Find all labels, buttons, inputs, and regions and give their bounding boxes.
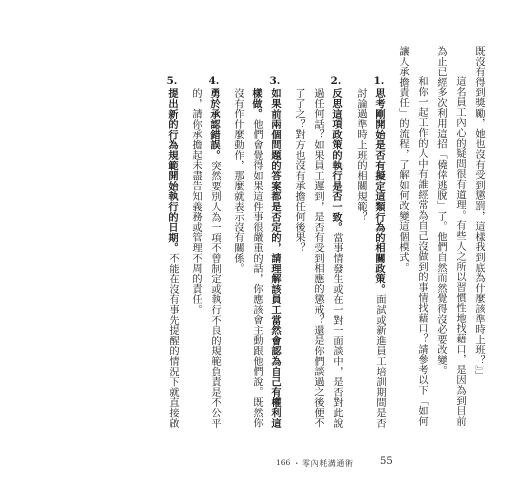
- text-column: [471, 46, 485, 381]
- step-number: 5.: [166, 76, 178, 87]
- paragraph-line: 讓人承擔責任」的流程，了解如何改變這個模式。: [397, 46, 408, 273]
- page-footer: [0, 456, 520, 470]
- step-1-column: [353, 46, 367, 222]
- step-body: 突然要別人為一項不曾制定或執行不良的規範負責是不公平: [209, 160, 220, 429]
- step-heading: 提出新的行為規範開始執行的日期。: [166, 88, 178, 254]
- step-3-column: [268, 46, 282, 428]
- step-body: 了了之？對方也沒有承擔任何後果？: [293, 88, 304, 253]
- step-body: 的，請你承擔起未盡告知義務或管理不周的責任。: [190, 88, 201, 315]
- step-number: 3.: [269, 76, 281, 87]
- paragraph-line: 既沒有得到獎勵，她也沒有受到懲罰，這樣我到底為什麼該準時上班？』」: [473, 46, 484, 381]
- running-title: 零內耗溝通術: [302, 459, 354, 468]
- step-1-column: [372, 46, 386, 428]
- footer-number-left: 166: [276, 458, 291, 467]
- step-body: 不能在沒有事先提醒的情況下就直接啟: [167, 253, 178, 429]
- step-body: 他們會覺得如果這件事很嚴重的話，你應該會主動跟他們說。既然你: [251, 118, 262, 428]
- step-body: 沒有作什麼動作，那麼就表示沒有關係。: [232, 88, 243, 274]
- step-heading: 思考剛開始是否有擬定這類行為的相關政策。: [373, 88, 385, 295]
- step-body: 討論過準時上班的相關規範？: [355, 88, 366, 222]
- paragraph-line: 為止已經多次利用這招「僥倖逃脫」了。他們自然而然覺得沒必要改變。: [435, 46, 446, 376]
- step-4-column: [188, 46, 202, 315]
- step-3-column: [249, 46, 263, 428]
- step-5-column: [165, 46, 179, 428]
- step-2-column: [329, 46, 343, 428]
- step-4-column: [207, 46, 221, 428]
- step-2-column: [310, 46, 324, 428]
- text-column: [433, 46, 447, 376]
- text-column: [414, 46, 428, 426]
- step-number: 2.: [330, 76, 342, 87]
- step-body: 面試或新進員工培訓期間是否: [374, 294, 385, 429]
- paragraph-line: 和你一起工作的人中有誰經常為自己沒做到的事情找藉口？請參考以下「如何: [416, 76, 427, 427]
- step-heading: 勇於承認錯誤。: [208, 88, 220, 161]
- text-column: [395, 46, 409, 273]
- text-column: [452, 46, 466, 426]
- step-3-column: [230, 46, 244, 273]
- step-body: 當事情發生或在一對一面談中，是否對此說: [331, 232, 342, 429]
- paragraph-line: 這名員工內心的疑問很有道理。有些人之所以習慣性地找藉口，是因為到目前: [454, 76, 465, 427]
- step-heading: 反思這項政策的執行是否一致。: [330, 88, 342, 233]
- step-number: 1.: [373, 76, 385, 87]
- footer-separator: ・: [293, 459, 301, 468]
- footer-number-right: 55: [380, 456, 393, 467]
- step-body: 過任何話？如果員工遲到，是否有受到相應的懲戒？還是你們談過之後便不: [312, 88, 323, 428]
- step-2-column: [291, 46, 305, 253]
- step-heading: 如果前兩個問題的答案都是否定的，請理解該員工當然會認為自己有權利這: [269, 88, 281, 429]
- step-number: 4.: [208, 76, 220, 87]
- step-heading: 樣做。: [250, 88, 262, 119]
